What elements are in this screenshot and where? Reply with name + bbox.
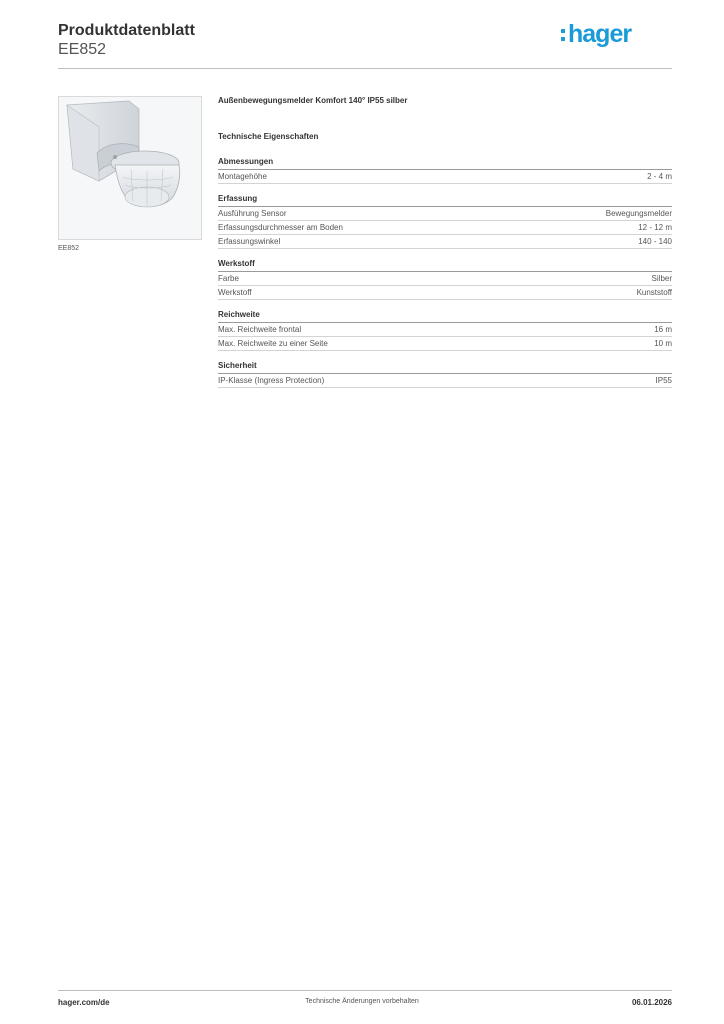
group-title: Erfassung: [218, 194, 672, 207]
spec-row: [218, 170, 672, 184]
motion-detector-illustration: [59, 97, 201, 239]
spec-value: 10 m: [654, 339, 672, 348]
group-title: Abmessungen: [218, 157, 672, 170]
spec-row: [218, 221, 672, 235]
technical-properties-heading: Technische Eigenschaften: [218, 132, 319, 141]
spec-row: [218, 235, 672, 249]
group-title: Werkstoff: [218, 259, 672, 272]
logo-text: hager: [568, 20, 632, 48]
spec-row: [218, 374, 672, 388]
spec-value: Kunststoff: [636, 288, 672, 297]
spec-group-abmessungen: [218, 157, 672, 184]
spec-group-sicherheit: [218, 361, 672, 388]
footer-divider: [58, 990, 672, 991]
spec-value: 16 m: [654, 325, 672, 334]
spec-label: Werkstoff: [218, 288, 252, 297]
product-title: Außenbewegungsmelder Komfort 140° IP55 silber: [218, 96, 408, 105]
spec-value: 2 - 4 m: [647, 172, 672, 181]
spec-label: Ausführung Sensor: [218, 209, 287, 218]
spec-label: Erfassungsdurchmesser am Boden: [218, 223, 343, 232]
spec-content: [218, 96, 672, 398]
spec-row: [218, 337, 672, 351]
group-title: Sicherheit: [218, 361, 672, 374]
spec-group-reichweite: [218, 310, 672, 351]
group-title: Reichweite: [218, 310, 672, 323]
spec-group-erfassung: [218, 194, 672, 249]
spec-label: Erfassungswinkel: [218, 237, 281, 246]
footer-website-link[interactable]: hager.com/de: [58, 998, 110, 1007]
spec-value: 12 - 12 m: [638, 223, 672, 232]
product-code: EE852: [58, 41, 107, 58]
spec-value: 140 - 140: [638, 237, 672, 246]
spec-group-werkstoff: [218, 259, 672, 300]
footer-date: 06.01.2026: [631, 998, 672, 1007]
spec-row: [218, 272, 672, 286]
spec-row: [218, 323, 672, 337]
spec-value: Bewegungsmelder: [605, 209, 672, 218]
hager-logo: [560, 20, 656, 50]
page-header: [58, 20, 672, 70]
spec-label: IP-Klasse (Ingress Protection): [218, 376, 325, 385]
spec-row: [218, 286, 672, 300]
spec-row: [218, 207, 672, 221]
footer-notice: Technische Änderungen vorbehalten: [305, 998, 419, 1005]
spec-label: Montagehöhe: [218, 172, 267, 181]
product-image: [58, 96, 202, 240]
spec-label: Farbe: [218, 274, 239, 283]
image-caption: EE852: [58, 245, 80, 252]
document-title: Produktdatenblatt: [58, 22, 195, 39]
spec-value: IP55: [655, 376, 672, 385]
header-divider: [58, 68, 672, 69]
spec-label: Max. Reichweite zu einer Seite: [218, 339, 328, 348]
spec-label: Max. Reichweite frontal: [218, 325, 302, 334]
spec-value: Silber: [651, 274, 672, 283]
